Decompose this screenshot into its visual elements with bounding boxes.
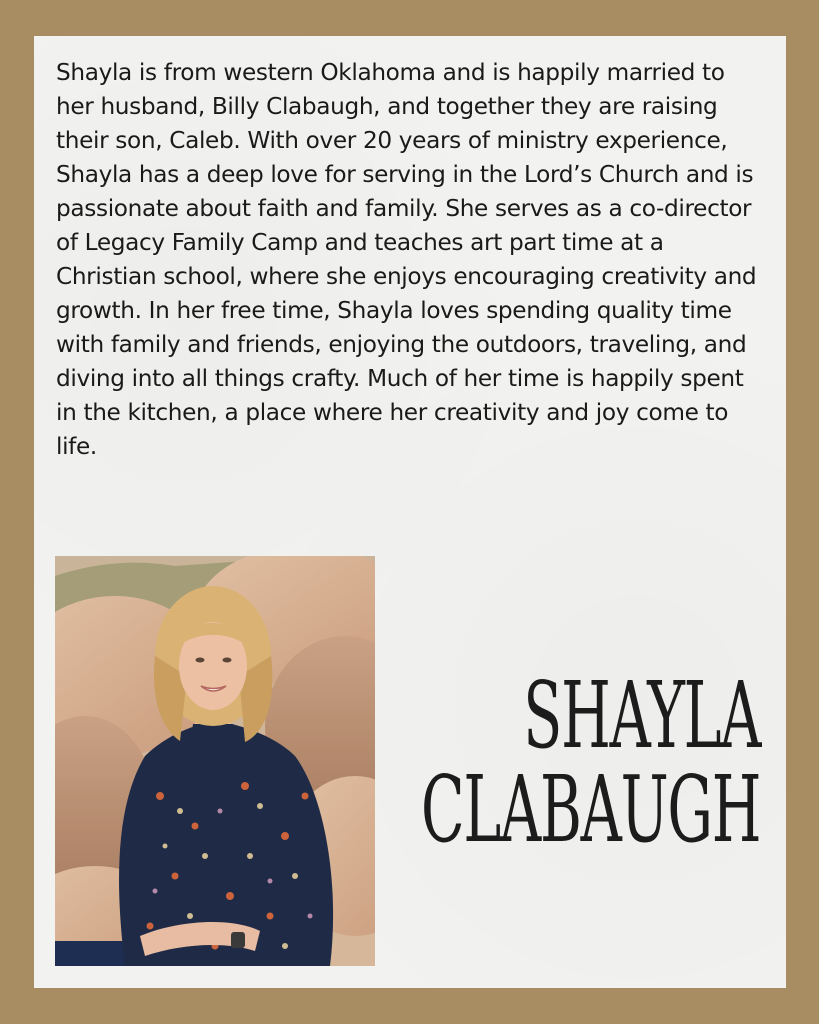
first-name: SHAYLA (523, 662, 760, 770)
bio-card (34, 36, 786, 988)
last-name: CLABAUGH (420, 756, 760, 864)
speaker-name (213, 662, 760, 864)
bio-paragraph: Shayla is from western Oklahoma and is happily married to her husband, Billy Clabaugh, and together they are raising their son, Caleb. With over 20 years of ministry experience, Shayla has a deep love for serving in the Lord’s Church and is passionate about faith and family. She serves as a co-director of Legacy Family Camp and teaches art part time at a Christian school, where she enjoys encouraging creativity and growth. In her free time, Shayla loves spending quality time with family and friends, enjoying the outdoors, traveling, and diving into all things crafty. Much of her time is happily spent in the kitchen, a place where her creativity and joy come to life. (56, 59, 757, 460)
